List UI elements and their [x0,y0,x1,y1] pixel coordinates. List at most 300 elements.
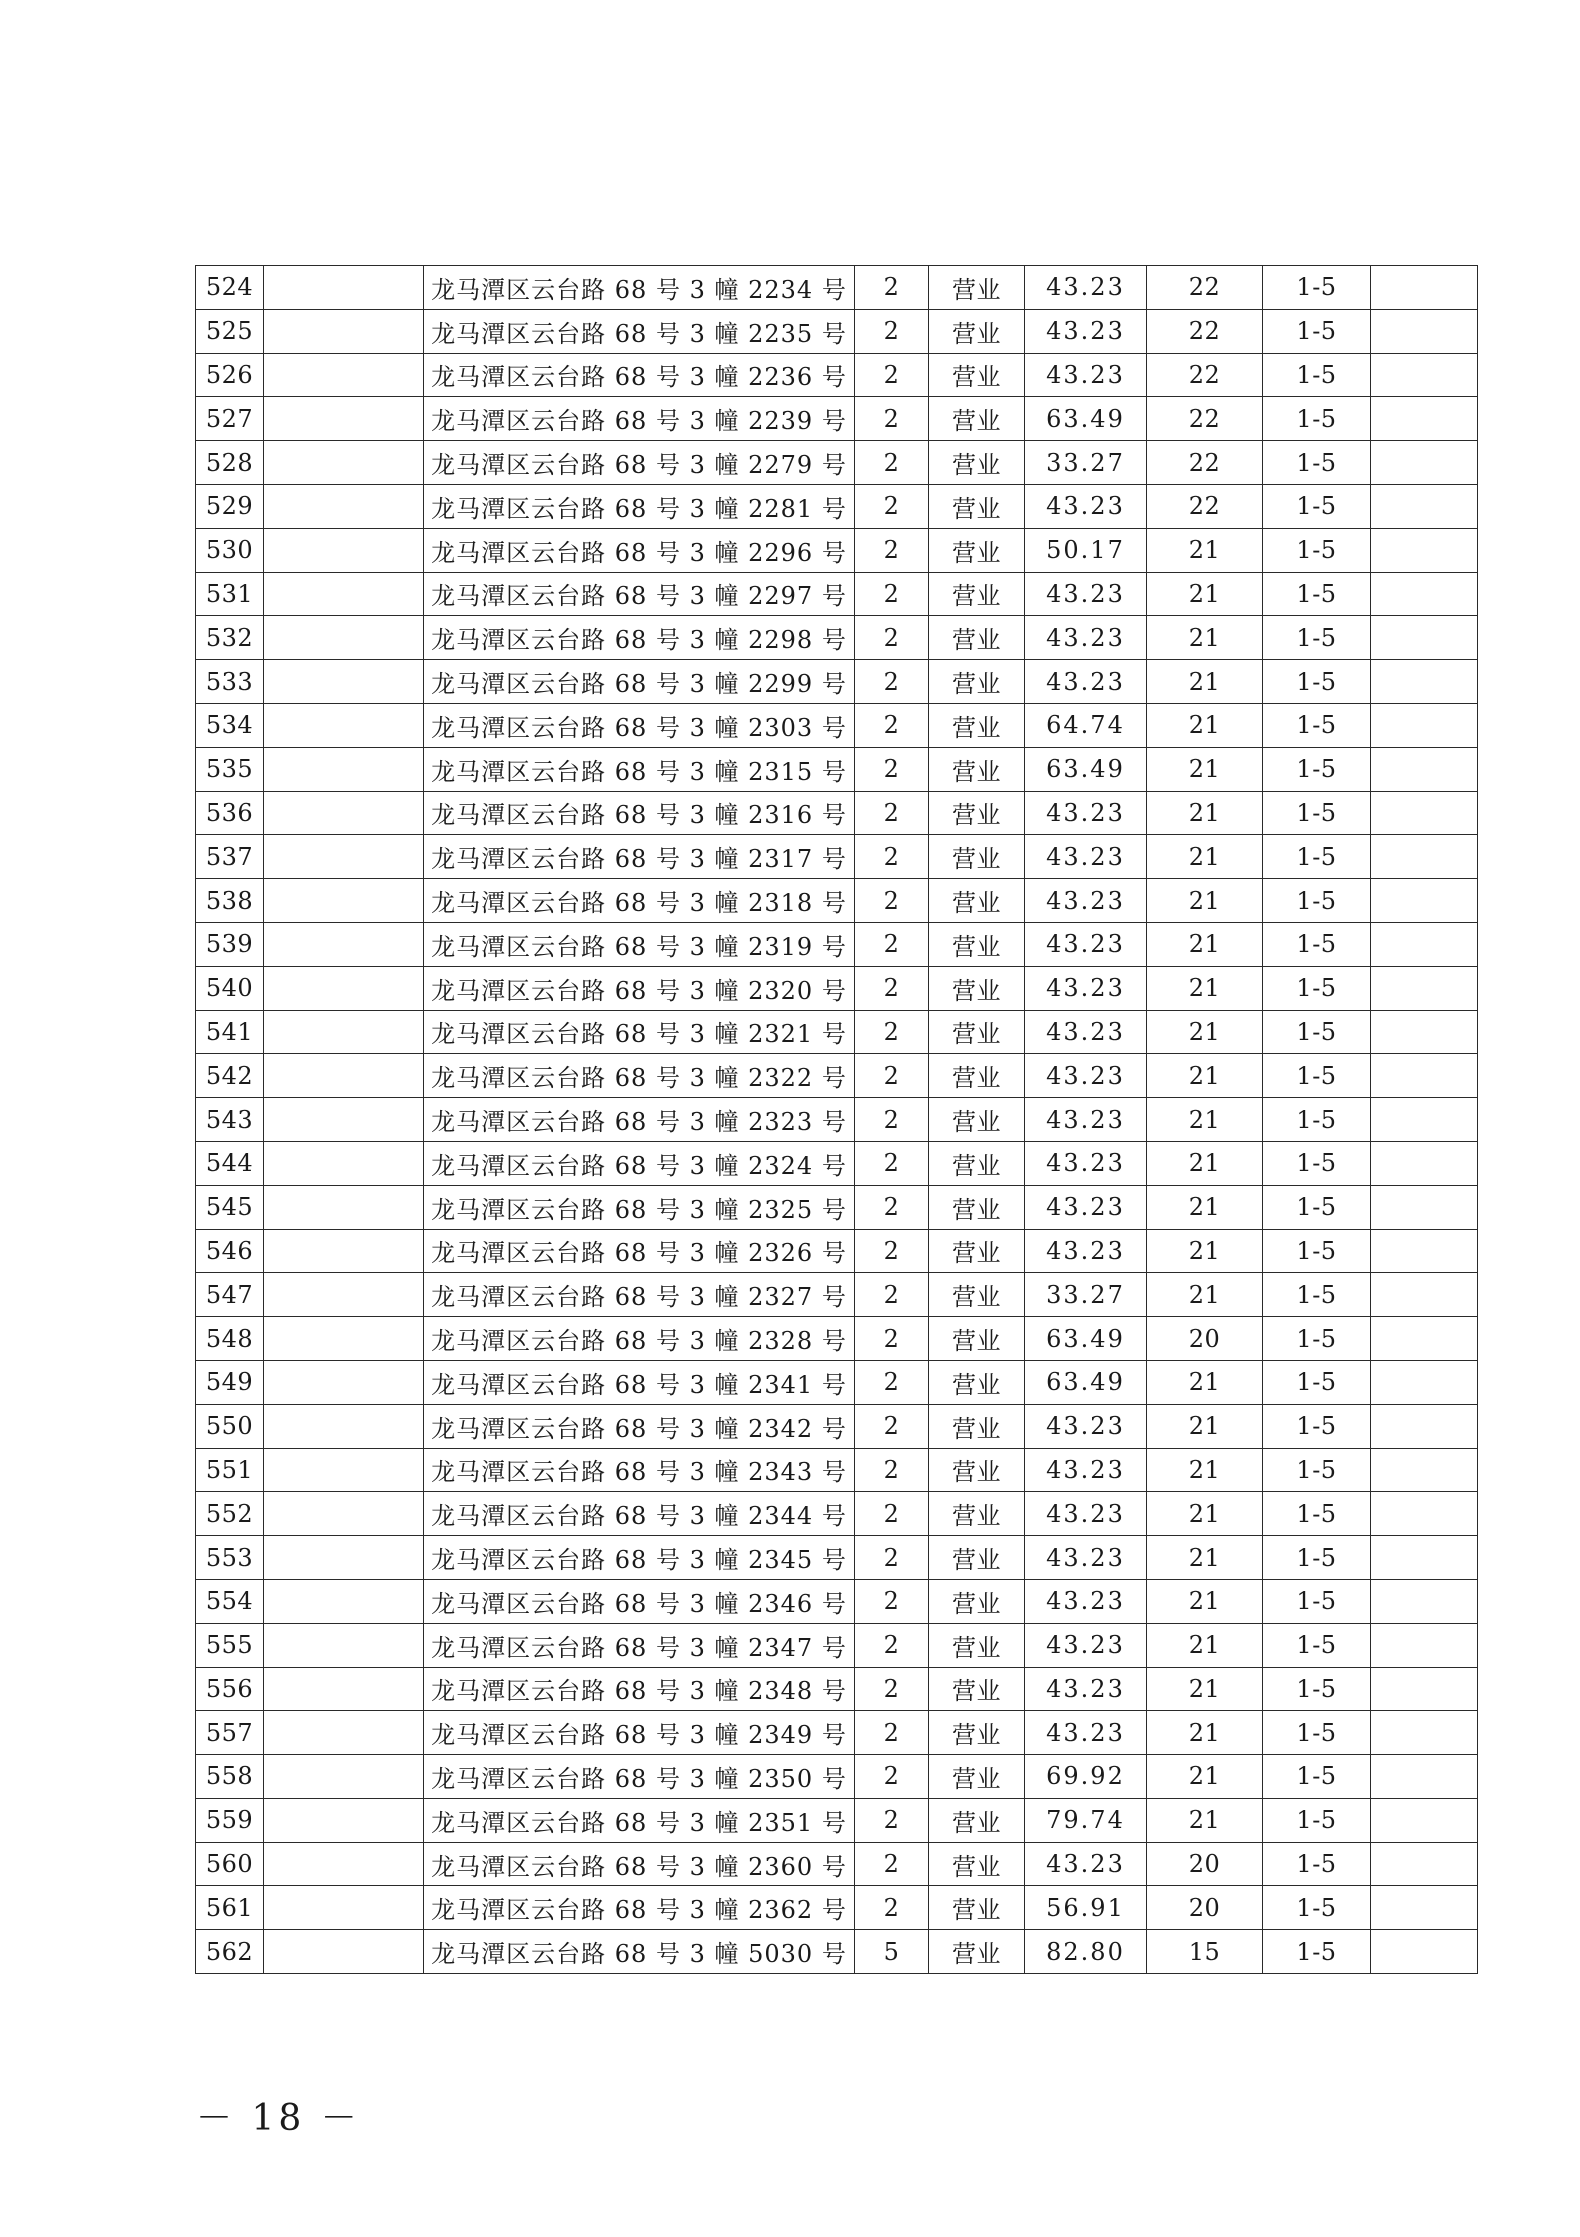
cell-grade: 1-5 [1263,879,1371,923]
cell-years: 21 [1147,1273,1263,1317]
cell-usage: 营业 [929,309,1025,353]
cell-floor: 2 [855,266,929,310]
cell-grade: 1-5 [1263,484,1371,528]
cell-grade: 1-5 [1263,1798,1371,1842]
table-row [196,1273,1478,1317]
cell-years: 21 [1147,1755,1263,1799]
cell-name [264,1229,424,1273]
cell-note [1371,922,1478,966]
cell-years: 21 [1147,1798,1263,1842]
cell-years: 21 [1147,660,1263,704]
cell-grade: 1-5 [1263,1536,1371,1580]
table-row [196,879,1478,923]
cell-address: 龙马潭区云台路 68 号 3 幢 2342 号 [424,1404,855,1448]
cell-usage: 营业 [929,1010,1025,1054]
table-row [196,1842,1478,1886]
cell-years: 21 [1147,1185,1263,1229]
cell-address: 龙马潭区云台路 68 号 3 幢 2362 号 [424,1886,855,1930]
cell-note [1371,441,1478,485]
cell-grade: 1-5 [1263,1667,1371,1711]
cell-note [1371,1273,1478,1317]
cell-usage: 营业 [929,1098,1025,1142]
cell-years: 21 [1147,1711,1263,1755]
cell-years: 20 [1147,1886,1263,1930]
cell-floor: 2 [855,1360,929,1404]
cell-note [1371,397,1478,441]
cell-name [264,1360,424,1404]
table-row [196,1054,1478,1098]
cell-name [264,1798,424,1842]
cell-usage: 营业 [929,1360,1025,1404]
cell-years: 21 [1147,747,1263,791]
cell-floor: 2 [855,1711,929,1755]
cell-years: 21 [1147,1098,1263,1142]
cell-area: 43.23 [1025,572,1147,616]
cell-grade: 1-5 [1263,441,1371,485]
cell-area: 43.23 [1025,1229,1147,1273]
cell-usage: 营业 [929,747,1025,791]
cell-number: 549 [196,1360,264,1404]
cell-number: 525 [196,309,264,353]
cell-area: 56.91 [1025,1886,1147,1930]
cell-floor: 2 [855,1579,929,1623]
cell-number: 559 [196,1798,264,1842]
table-row [196,1930,1478,1974]
cell-area: 43.23 [1025,1141,1147,1185]
cell-name [264,1185,424,1229]
table-row [196,703,1478,747]
table-row [196,484,1478,528]
cell-usage: 营业 [929,922,1025,966]
cell-name [264,1711,424,1755]
cell-address: 龙马潭区云台路 68 号 3 幢 2296 号 [424,528,855,572]
cell-floor: 2 [855,309,929,353]
cell-grade: 1-5 [1263,1098,1371,1142]
cell-usage: 营业 [929,966,1025,1010]
cell-note [1371,1798,1478,1842]
cell-note [1371,879,1478,923]
cell-name [264,1317,424,1361]
cell-number: 556 [196,1667,264,1711]
cell-note [1371,1930,1478,1974]
cell-usage: 营业 [929,1054,1025,1098]
cell-area: 43.23 [1025,1054,1147,1098]
table-row [196,835,1478,879]
cell-area: 33.27 [1025,1273,1147,1317]
cell-years: 21 [1147,879,1263,923]
cell-address: 龙马潭区云台路 68 号 3 幢 2327 号 [424,1273,855,1317]
cell-usage: 营业 [929,1755,1025,1799]
table-row [196,1536,1478,1580]
cell-grade: 1-5 [1263,1360,1371,1404]
cell-area: 43.23 [1025,835,1147,879]
cell-address: 龙马潭区云台路 68 号 3 幢 2303 号 [424,703,855,747]
cell-grade: 1-5 [1263,922,1371,966]
cell-grade: 1-5 [1263,1579,1371,1623]
cell-address: 龙马潭区云台路 68 号 3 幢 2346 号 [424,1579,855,1623]
cell-note [1371,1141,1478,1185]
cell-floor: 2 [855,1667,929,1711]
cell-note [1371,1185,1478,1229]
cell-number: 539 [196,922,264,966]
table-body [196,266,1478,1974]
cell-grade: 1-5 [1263,1273,1371,1317]
cell-usage: 营业 [929,1667,1025,1711]
cell-floor: 2 [855,1141,929,1185]
cell-usage: 营业 [929,1798,1025,1842]
cell-years: 21 [1147,1579,1263,1623]
cell-note [1371,966,1478,1010]
table-row [196,791,1478,835]
cell-usage: 营业 [929,660,1025,704]
cell-number: 545 [196,1185,264,1229]
cell-years: 20 [1147,1842,1263,1886]
cell-number: 555 [196,1623,264,1667]
cell-area: 43.23 [1025,1185,1147,1229]
table-row [196,1798,1478,1842]
cell-name [264,1273,424,1317]
cell-number: 524 [196,266,264,310]
cell-grade: 1-5 [1263,397,1371,441]
cell-note [1371,1098,1478,1142]
table-row [196,616,1478,660]
cell-address: 龙马潭区云台路 68 号 3 幢 2349 号 [424,1711,855,1755]
cell-grade: 1-5 [1263,791,1371,835]
cell-floor: 2 [855,1755,929,1799]
cell-name [264,528,424,572]
cell-grade: 1-5 [1263,835,1371,879]
cell-usage: 营业 [929,703,1025,747]
cell-area: 43.23 [1025,879,1147,923]
cell-floor: 2 [855,1448,929,1492]
cell-floor: 2 [855,1536,929,1580]
table-row [196,966,1478,1010]
cell-floor: 2 [855,1623,929,1667]
cell-area: 43.23 [1025,484,1147,528]
cell-area: 82.80 [1025,1930,1147,1974]
cell-address: 龙马潭区云台路 68 号 3 幢 2343 号 [424,1448,855,1492]
cell-years: 21 [1147,616,1263,660]
cell-note [1371,791,1478,835]
cell-number: 541 [196,1010,264,1054]
cell-usage: 营业 [929,266,1025,310]
cell-note [1371,1711,1478,1755]
cell-area: 43.23 [1025,353,1147,397]
cell-number: 532 [196,616,264,660]
cell-years: 21 [1147,1229,1263,1273]
cell-note [1371,1623,1478,1667]
cell-years: 21 [1147,703,1263,747]
cell-floor: 2 [855,660,929,704]
table-row [196,1010,1478,1054]
cell-name [264,1579,424,1623]
cell-grade: 1-5 [1263,1229,1371,1273]
cell-name [264,835,424,879]
cell-grade: 1-5 [1263,1141,1371,1185]
cell-usage: 营业 [929,1273,1025,1317]
cell-note [1371,1404,1478,1448]
cell-number: 547 [196,1273,264,1317]
cell-number: 553 [196,1536,264,1580]
cell-name [264,1667,424,1711]
cell-area: 64.74 [1025,703,1147,747]
cell-number: 544 [196,1141,264,1185]
table-row [196,660,1478,704]
table-row [196,309,1478,353]
cell-years: 21 [1147,1054,1263,1098]
cell-area: 43.23 [1025,791,1147,835]
cell-years: 22 [1147,441,1263,485]
cell-name [264,397,424,441]
cell-floor: 2 [855,528,929,572]
cell-name [264,1536,424,1580]
cell-grade: 1-5 [1263,1010,1371,1054]
cell-name [264,1010,424,1054]
cell-address: 龙马潭区云台路 68 号 3 幢 2324 号 [424,1141,855,1185]
cell-name [264,484,424,528]
cell-years: 22 [1147,266,1263,310]
cell-floor: 2 [855,879,929,923]
cell-floor: 2 [855,441,929,485]
cell-usage: 营业 [929,1317,1025,1361]
cell-note [1371,528,1478,572]
cell-usage: 营业 [929,353,1025,397]
cell-grade: 1-5 [1263,1185,1371,1229]
cell-usage: 营业 [929,397,1025,441]
cell-years: 21 [1147,1492,1263,1536]
table-row [196,1317,1478,1361]
cell-number: 554 [196,1579,264,1623]
cell-grade: 1-5 [1263,1711,1371,1755]
cell-number: 546 [196,1229,264,1273]
cell-years: 22 [1147,484,1263,528]
cell-address: 龙马潭区云台路 68 号 3 幢 2299 号 [424,660,855,704]
cell-name [264,791,424,835]
cell-floor: 2 [855,747,929,791]
cell-years: 22 [1147,397,1263,441]
cell-name [264,966,424,1010]
cell-usage: 营业 [929,1930,1025,1974]
cell-note [1371,616,1478,660]
table-row [196,1623,1478,1667]
cell-address: 龙马潭区云台路 68 号 3 幢 2326 号 [424,1229,855,1273]
cell-years: 21 [1147,835,1263,879]
cell-area: 69.92 [1025,1755,1147,1799]
cell-note [1371,1842,1478,1886]
table-row [196,1886,1478,1930]
cell-name [264,1623,424,1667]
cell-name [264,1054,424,1098]
cell-usage: 营业 [929,528,1025,572]
cell-note [1371,1886,1478,1930]
cell-grade: 1-5 [1263,1317,1371,1361]
table-row [196,1711,1478,1755]
cell-address: 龙马潭区云台路 68 号 3 幢 2279 号 [424,441,855,485]
cell-grade: 1-5 [1263,660,1371,704]
cell-area: 43.23 [1025,309,1147,353]
cell-grade: 1-5 [1263,528,1371,572]
cell-note [1371,1317,1478,1361]
table-row [196,1448,1478,1492]
cell-address: 龙马潭区云台路 68 号 3 幢 2350 号 [424,1755,855,1799]
cell-years: 21 [1147,1536,1263,1580]
cell-area: 43.23 [1025,1842,1147,1886]
cell-name [264,266,424,310]
table-row [196,922,1478,966]
cell-area: 43.23 [1025,1536,1147,1580]
cell-number: 552 [196,1492,264,1536]
cell-area: 43.23 [1025,1098,1147,1142]
cell-grade: 1-5 [1263,353,1371,397]
cell-grade: 1-5 [1263,1755,1371,1799]
cell-address: 龙马潭区云台路 68 号 3 幢 2235 号 [424,309,855,353]
cell-area: 43.23 [1025,616,1147,660]
cell-note [1371,572,1478,616]
cell-floor: 5 [855,1930,929,1974]
cell-usage: 营业 [929,1579,1025,1623]
cell-number: 528 [196,441,264,485]
cell-usage: 营业 [929,791,1025,835]
cell-note [1371,1579,1478,1623]
cell-number: 531 [196,572,264,616]
cell-area: 63.49 [1025,1317,1147,1361]
cell-note [1371,1360,1478,1404]
cell-grade: 1-5 [1263,966,1371,1010]
cell-grade: 1-5 [1263,1404,1371,1448]
table-row [196,1185,1478,1229]
cell-area: 43.23 [1025,1711,1147,1755]
table-row [196,1667,1478,1711]
cell-floor: 2 [855,966,929,1010]
cell-grade: 1-5 [1263,1492,1371,1536]
cell-name [264,660,424,704]
cell-address: 龙马潭区云台路 68 号 3 幢 2318 号 [424,879,855,923]
table-row [196,572,1478,616]
cell-note [1371,1010,1478,1054]
cell-usage: 营业 [929,1448,1025,1492]
cell-number: 543 [196,1098,264,1142]
table-row [196,1229,1478,1273]
cell-note [1371,1667,1478,1711]
cell-years: 21 [1147,1141,1263,1185]
cell-note [1371,1755,1478,1799]
cell-usage: 营业 [929,1623,1025,1667]
cell-floor: 2 [855,1054,929,1098]
cell-name [264,1448,424,1492]
cell-grade: 1-5 [1263,1930,1371,1974]
cell-usage: 营业 [929,441,1025,485]
cell-grade: 1-5 [1263,1842,1371,1886]
cell-floor: 2 [855,616,929,660]
cell-grade: 1-5 [1263,572,1371,616]
cell-number: 558 [196,1755,264,1799]
cell-address: 龙马潭区云台路 68 号 3 幢 2236 号 [424,353,855,397]
cell-address: 龙马潭区云台路 68 号 3 幢 2315 号 [424,747,855,791]
cell-area: 43.23 [1025,1667,1147,1711]
cell-note [1371,309,1478,353]
cell-name [264,747,424,791]
cell-name [264,1886,424,1930]
cell-floor: 2 [855,353,929,397]
cell-area: 43.23 [1025,1448,1147,1492]
cell-address: 龙马潭区云台路 68 号 3 幢 2317 号 [424,835,855,879]
cell-area: 63.49 [1025,747,1147,791]
cell-note [1371,703,1478,747]
cell-address: 龙马潭区云台路 68 号 3 幢 2239 号 [424,397,855,441]
table-row [196,1098,1478,1142]
cell-floor: 2 [855,572,929,616]
cell-years: 21 [1147,1404,1263,1448]
cell-number: 548 [196,1317,264,1361]
cell-usage: 营业 [929,1886,1025,1930]
cell-area: 43.23 [1025,922,1147,966]
cell-usage: 营业 [929,1185,1025,1229]
cell-floor: 2 [855,484,929,528]
table-row [196,747,1478,791]
cell-name [264,572,424,616]
cell-area: 63.49 [1025,1360,1147,1404]
cell-years: 21 [1147,791,1263,835]
cell-number: 534 [196,703,264,747]
cell-floor: 2 [855,1273,929,1317]
cell-address: 龙马潭区云台路 68 号 3 幢 2297 号 [424,572,855,616]
cell-note [1371,1448,1478,1492]
cell-number: 526 [196,353,264,397]
cell-note [1371,747,1478,791]
cell-area: 43.23 [1025,1492,1147,1536]
property-table [195,265,1478,1974]
cell-usage: 营业 [929,1404,1025,1448]
cell-grade: 1-5 [1263,747,1371,791]
cell-note [1371,660,1478,704]
table-row [196,353,1478,397]
cell-floor: 2 [855,703,929,747]
cell-note [1371,1229,1478,1273]
cell-years: 21 [1147,966,1263,1010]
cell-grade: 1-5 [1263,1054,1371,1098]
cell-floor: 2 [855,835,929,879]
cell-number: 550 [196,1404,264,1448]
cell-grade: 1-5 [1263,1623,1371,1667]
cell-floor: 2 [855,1098,929,1142]
cell-address: 龙马潭区云台路 68 号 3 幢 2281 号 [424,484,855,528]
table-row [196,528,1478,572]
cell-name [264,1141,424,1185]
cell-name [264,879,424,923]
cell-area: 43.23 [1025,1623,1147,1667]
cell-grade: 1-5 [1263,616,1371,660]
cell-name [264,353,424,397]
cell-note [1371,1492,1478,1536]
cell-address: 龙马潭区云台路 68 号 3 幢 2341 号 [424,1360,855,1404]
cell-usage: 营业 [929,1536,1025,1580]
cell-address: 龙马潭区云台路 68 号 3 幢 2298 号 [424,616,855,660]
table-row [196,1755,1478,1799]
cell-note [1371,835,1478,879]
cell-area: 79.74 [1025,1798,1147,1842]
cell-number: 537 [196,835,264,879]
cell-years: 22 [1147,309,1263,353]
cell-grade: 1-5 [1263,309,1371,353]
table-row [196,266,1478,310]
cell-address: 龙马潭区云台路 68 号 3 幢 2325 号 [424,1185,855,1229]
cell-grade: 1-5 [1263,266,1371,310]
cell-area: 43.23 [1025,1404,1147,1448]
cell-address: 龙马潭区云台路 68 号 3 幢 2319 号 [424,922,855,966]
cell-address: 龙马潭区云台路 68 号 3 幢 2328 号 [424,1317,855,1361]
cell-years: 21 [1147,1360,1263,1404]
cell-grade: 1-5 [1263,703,1371,747]
